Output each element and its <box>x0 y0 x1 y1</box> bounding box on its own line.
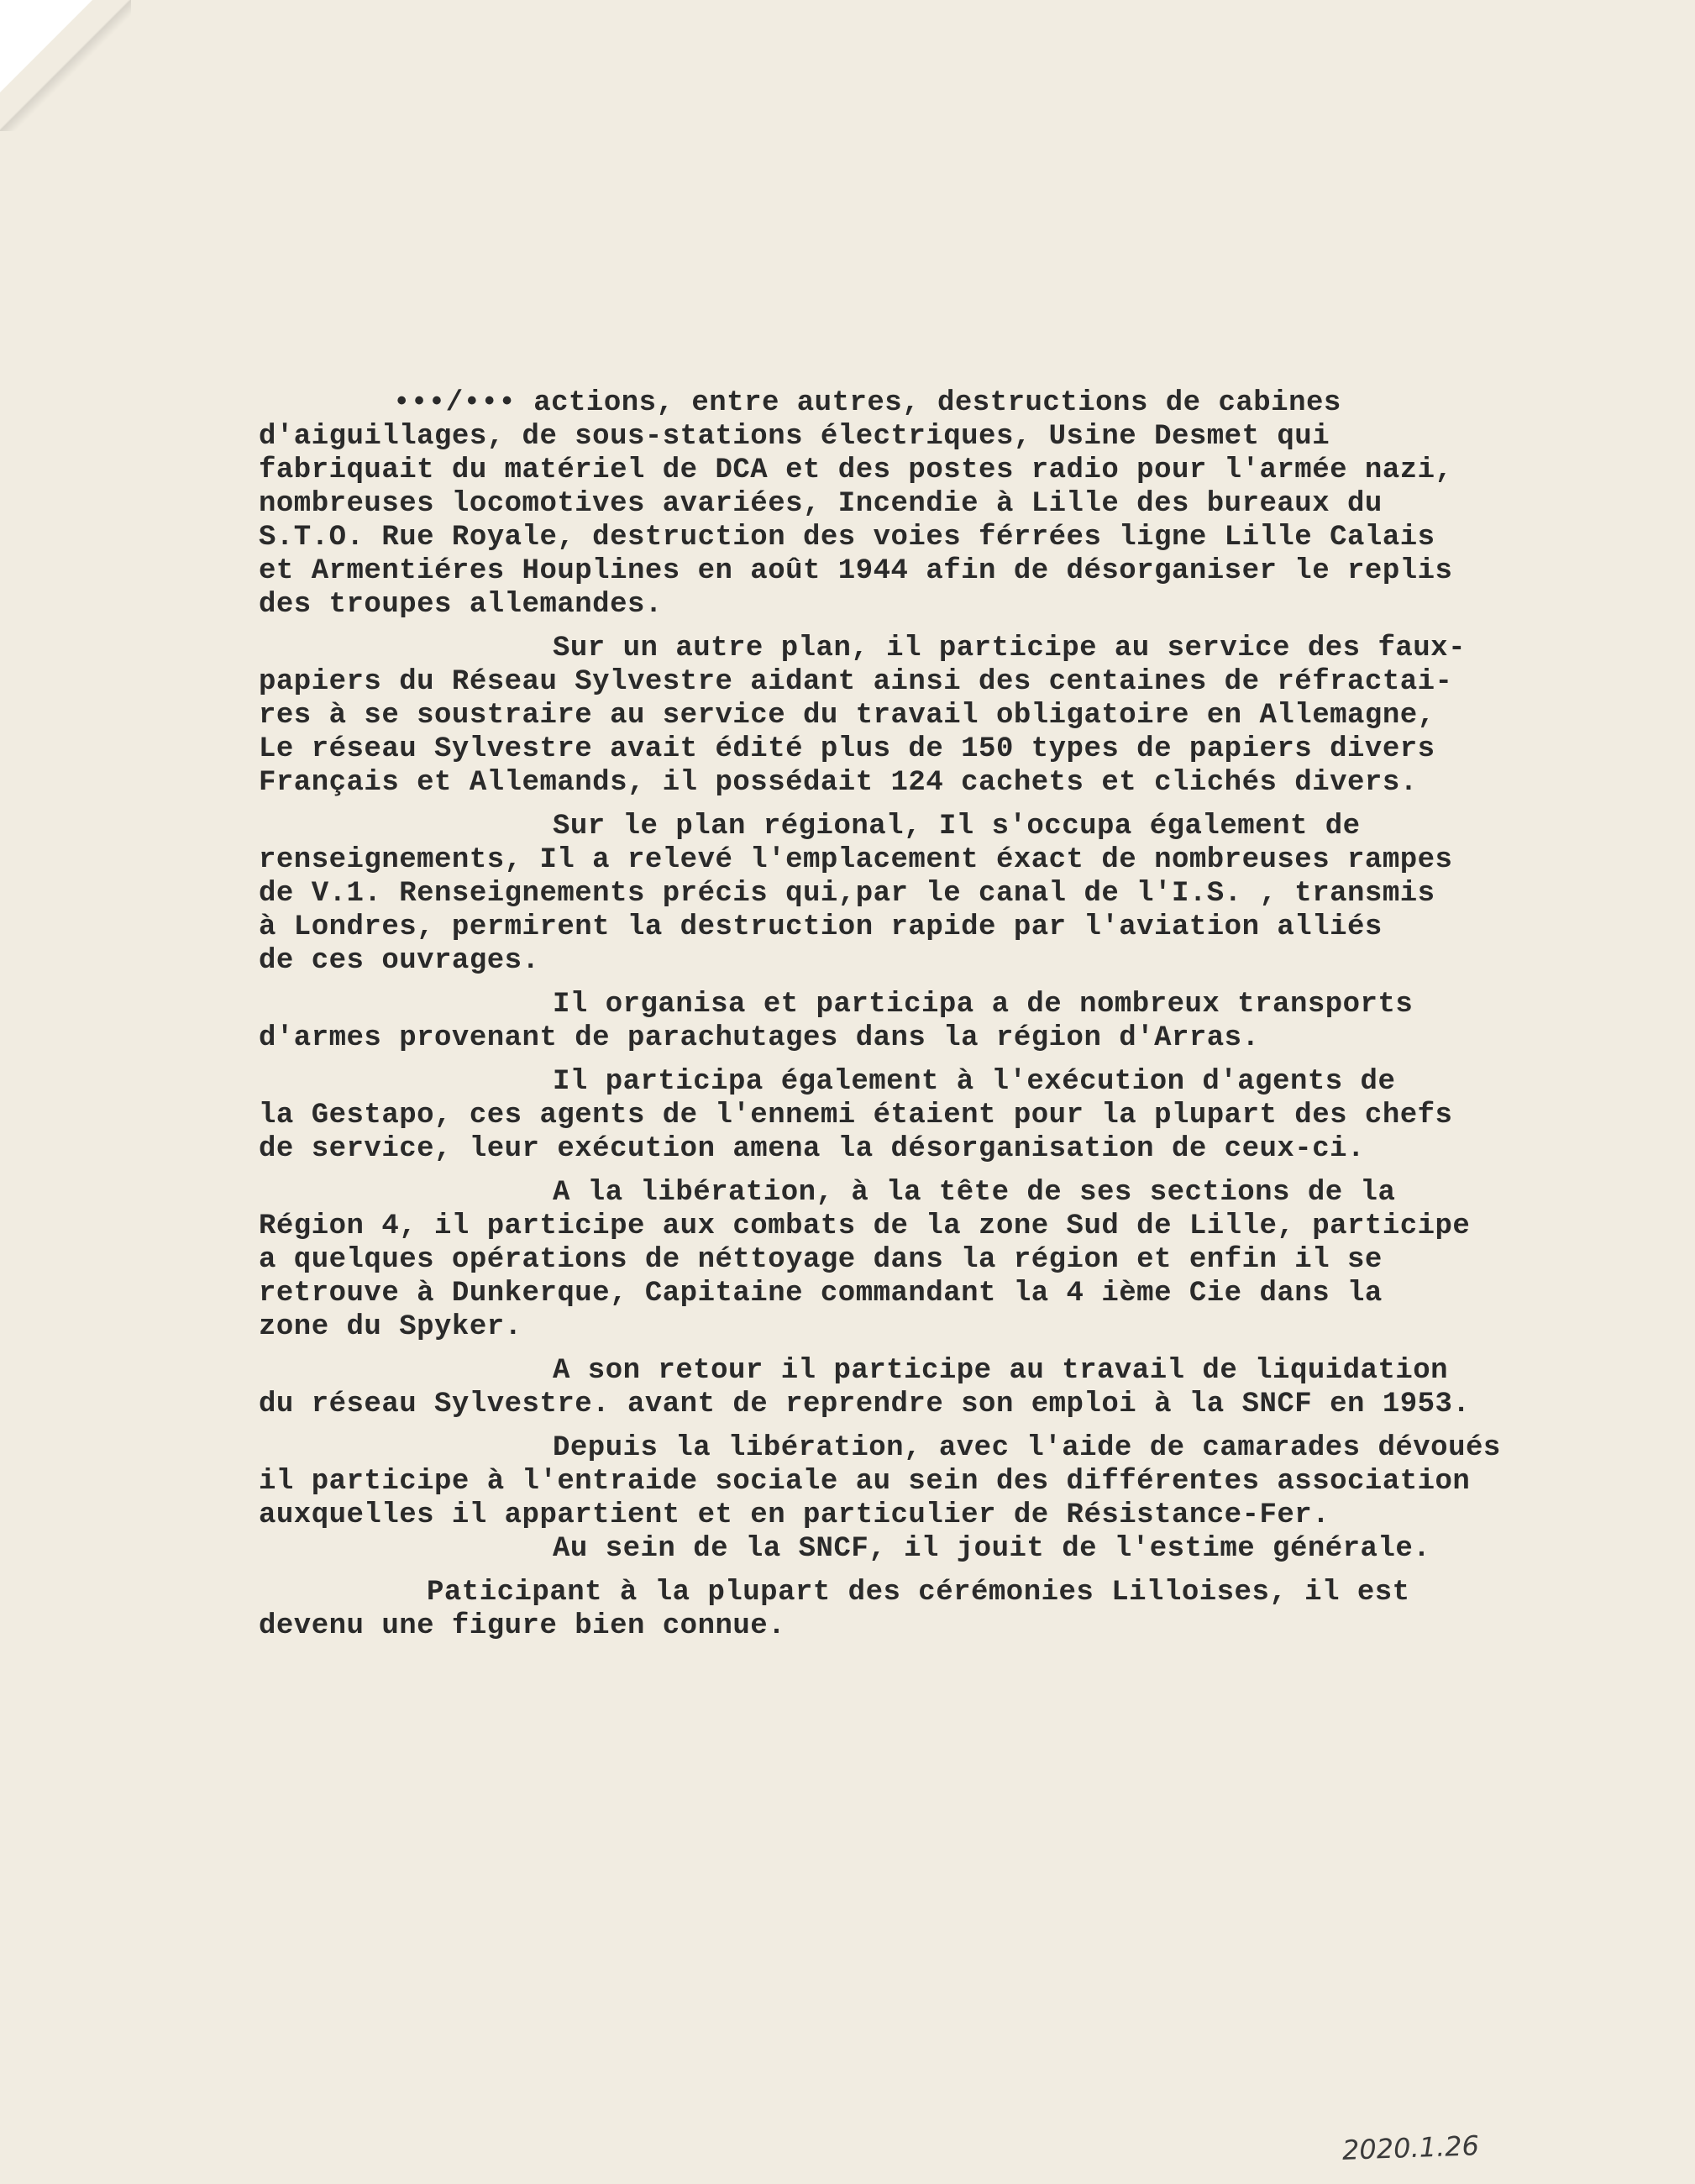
text-line: de service, leur exécution amena la désorganisation de ceux-ci. <box>259 1133 1365 1165</box>
paragraph-4 <box>259 988 1687 1055</box>
text-line: Sur le plan régional, Il s'occupa également de <box>553 811 1361 843</box>
text-line: il participe à l'entraide sociale au sein des différentes association <box>259 1466 1471 1498</box>
text-line: res à se soustraire au service du travail obligatoire en Allemagne, <box>259 700 1435 732</box>
text-line: Au sein de la SNCF, il jouit de l'estime générale. <box>553 1533 1431 1565</box>
text-line: S.T.O. Rue Royale, destruction des voies férrées ligne Lille Calais <box>259 522 1435 554</box>
text-line: retrouve à Dunkerque, Capitaine commandant la 4 ième Cie dans la <box>259 1278 1383 1310</box>
text-line: du réseau Sylvestre. avant de reprendre son emploi à la SNCF en 1953. <box>259 1389 1471 1420</box>
paragraph-2 <box>259 632 1687 800</box>
archive-number: 2020.1.26 <box>1341 2129 1480 2166</box>
paragraph-9 <box>259 1576 1687 1643</box>
text-line: Paticipant à la plupart des cérémonies Lilloises, il est <box>427 1577 1410 1609</box>
text-line: zone du Spyker. <box>259 1311 522 1343</box>
text-line: d'armes provenant de parachutages dans la région d'Arras. <box>259 1022 1260 1054</box>
text-line: de V.1. Renseignements précis qui,par le canal de l'I.S. , transmis <box>259 878 1435 910</box>
text-line: a quelques opérations de néttoyage dans la région et enfin il se <box>259 1244 1383 1276</box>
text-line: nombreuses locomotives avariées, Incendie à Lille des bureaux du <box>259 488 1383 520</box>
text-line: la Gestapo, ces agents de l'ennemi étaient pour la plupart des chefs <box>259 1100 1453 1131</box>
text-line: Il organisa et participa a de nombreux transports <box>553 989 1414 1021</box>
text-line: Depuis la libération, avec l'aide de camarades dévoués <box>553 1432 1501 1464</box>
text-line: fabriquait du matériel de DCA et des postes radio pour l'armée nazi, <box>259 454 1453 486</box>
paragraph-8 <box>259 1431 1687 1566</box>
text-line: d'aiguillages, de sous-stations électriques, Usine Desmet qui <box>259 421 1330 453</box>
text-line: Le réseau Sylvestre avait édité plus de 150 types de papiers divers <box>259 733 1435 765</box>
paragraph-7 <box>259 1354 1687 1421</box>
paragraph-3 <box>259 810 1687 978</box>
text-line: devenu une figure bien connue. <box>259 1610 786 1642</box>
corner-shadow <box>0 0 131 131</box>
text-line: auxquelles il appartient et en particulier de Résistance-Fer. <box>259 1499 1330 1531</box>
text-line: Région 4, il participe aux combats de la zone Sud de Lille, participe <box>259 1210 1471 1242</box>
text-line: Français et Allemands, il possédait 124 cachets et clichés divers. <box>259 767 1418 799</box>
paragraph-6 <box>259 1176 1687 1344</box>
text-line: Sur un autre plan, il participe au service des faux- <box>553 633 1466 664</box>
paragraph-5 <box>259 1065 1687 1166</box>
text-line: A la libération, à la tête de ses sections de la <box>553 1177 1396 1209</box>
text-line: renseignements, Il a relevé l'emplacement éxact de nombreuses rampes <box>259 844 1453 876</box>
typed-letter-body <box>259 386 1687 1653</box>
text-line: des troupes allemandes. <box>259 589 663 621</box>
text-line: Il participa également à l'exécution d'agents de <box>553 1066 1396 1098</box>
text-line: de ces ouvrages. <box>259 945 540 977</box>
text-line: à Londres, permirent la destruction rapide par l'aviation alliés <box>259 911 1383 943</box>
text-line: et Armentiéres Houplines en août 1944 afin de désorganiser le replis <box>259 555 1453 587</box>
text-line: papiers du Réseau Sylvestre aidant ainsi des centaines de réfractai- <box>259 666 1453 698</box>
paragraph-1 <box>259 386 1687 622</box>
text-line: •••/••• actions, entre autres, destructions de cabines <box>393 387 1341 419</box>
text-line: A son retour il participe au travail de liquidation <box>553 1355 1449 1387</box>
